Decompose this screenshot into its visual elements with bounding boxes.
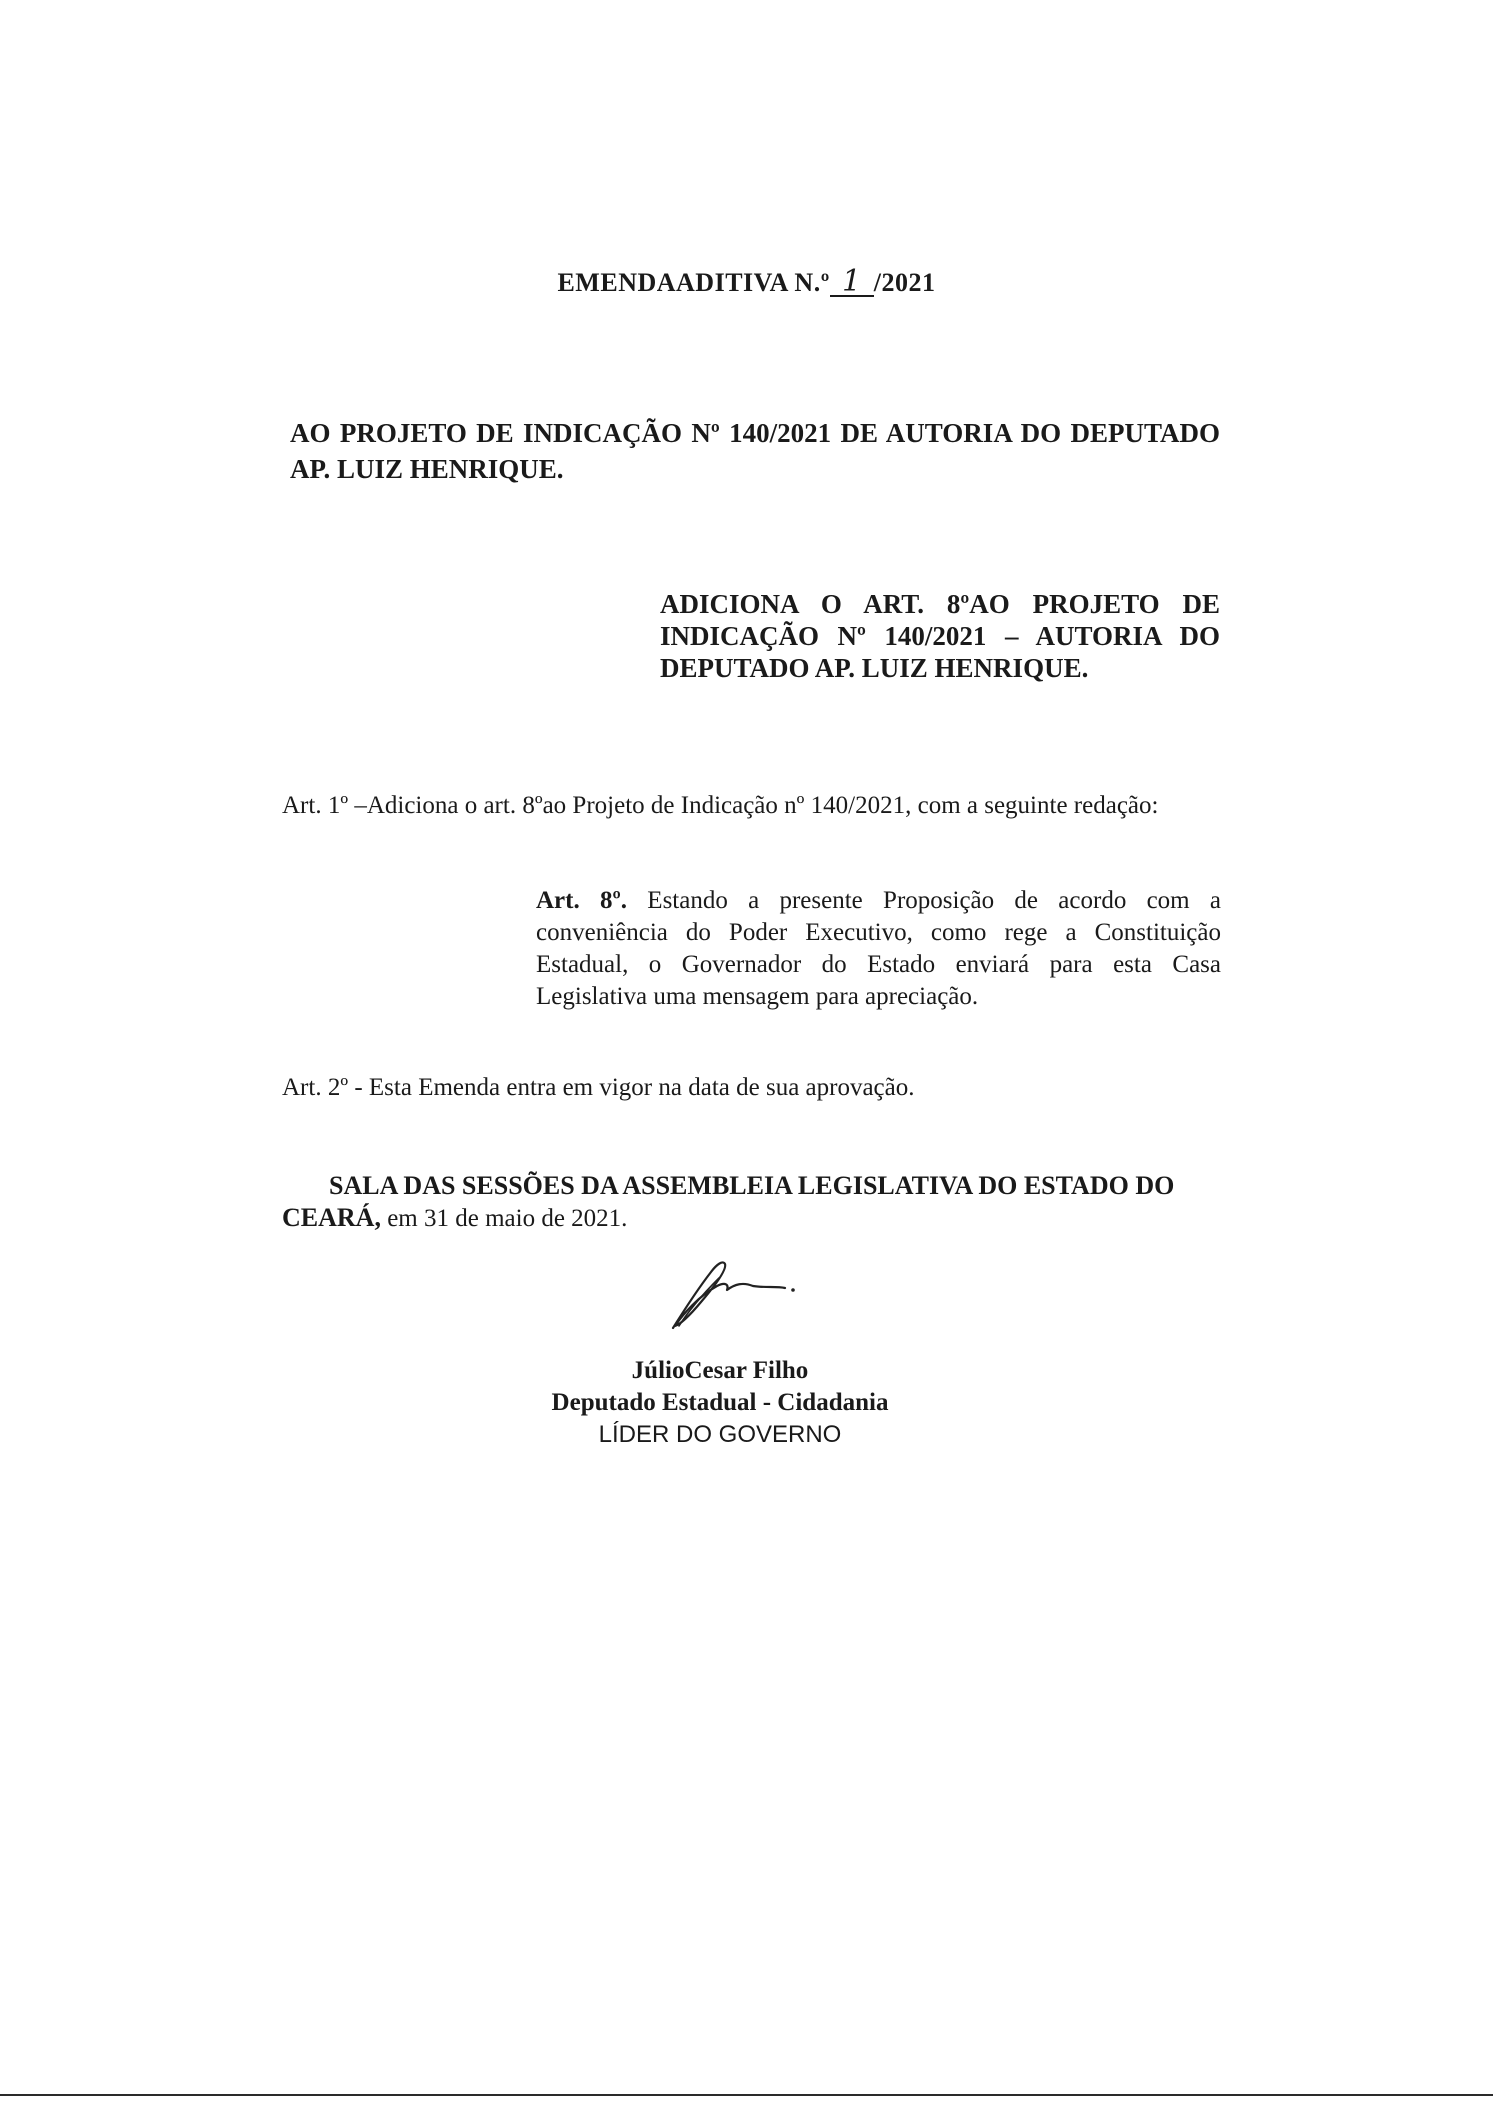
sala-line-2 [282, 1202, 1222, 1235]
article-8-quote [536, 885, 1221, 1013]
sala-state: CEARÁ, [282, 1203, 381, 1232]
bottom-divider [0, 2094, 1493, 2096]
session-room-closing [282, 1170, 1222, 1235]
art8-line-4: Legislativa uma mensagem para apreciação. [536, 983, 979, 1010]
document-title [0, 264, 1493, 299]
article-2: Art. 2º - Esta Emenda entra em vigor na data de sua aprovação. [282, 1074, 915, 1101]
heading-line-2: AP. LUIZ HENRIQUE. [290, 454, 564, 484]
signer-office: LÍDER DO GOVERNO [598, 1421, 842, 1448]
article-1: Art. 1º –Adiciona o art. 8ºao Projeto de Indicação nº 140/2021, com a seguinte redação: [282, 792, 1159, 819]
art8-line-2: conveniência do Poder Executivo, como rege a Constituição [536, 919, 1221, 946]
sala-date: em 31 de maio de 2021. [380, 1205, 628, 1232]
sala-line-1: SALA DAS SESSÕES DA ASSEMBLEIA LEGISLATIVA DO ESTADO DO [329, 1171, 1175, 1200]
ementa-line-3: DEPUTADO AP. LUIZ HENRIQUE. [660, 653, 1089, 683]
ementa-line-1: ADICIONA O ART. 8ºAO PROJETO DE [660, 589, 1220, 619]
ementa-line-2: INDICAÇÃO Nº 140/2021 – AUTORIA DO [660, 621, 1220, 651]
ementa [660, 588, 1220, 684]
art8-line-1-text: Estando a presente Proposição de acordo com a [647, 887, 1222, 914]
signer-role: Deputado Estadual - Cidadania [551, 1389, 889, 1416]
title-number: 1 [830, 269, 874, 297]
heading-line-1: AO PROJETO DE INDICAÇÃO Nº 140/2021 DE AUTORIA DO DEPUTADO [290, 418, 1220, 448]
amendment-heading [290, 415, 1220, 487]
title-prefix: EMENDAADITIVA N.º [557, 268, 830, 297]
art8-line-3: Estadual, o Governador do Estado enviará para esta Casa [536, 951, 1221, 978]
art8-label: Art. 8º. [536, 887, 628, 914]
signer-name: JúlioCesar Filho [631, 1357, 809, 1384]
handwritten-signature [665, 1252, 800, 1332]
signature-block [540, 1355, 900, 1451]
art8-line-1 [536, 885, 1221, 917]
title-suffix: /2021 [873, 268, 936, 297]
